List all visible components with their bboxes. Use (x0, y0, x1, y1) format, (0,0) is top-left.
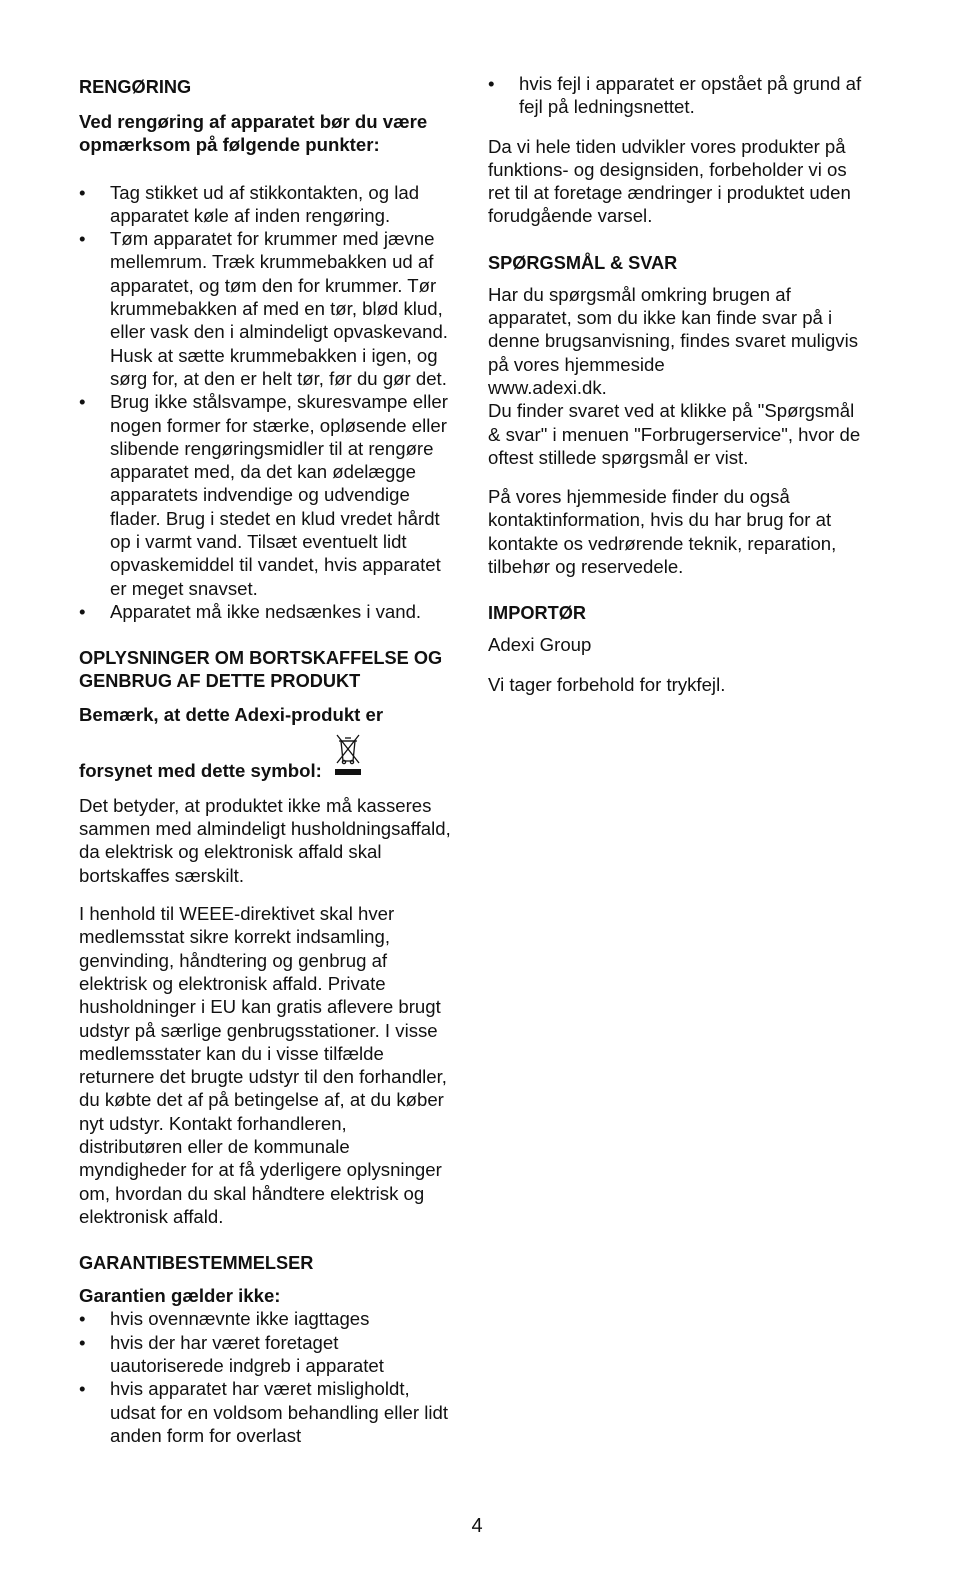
cleaning-list (79, 181, 455, 624)
warranty-continued-list (488, 72, 868, 119)
disposal-para2: I henhold til WEEE-direktivet skal hver medlemsstat sikre korrekt indsamling, genvinding, håndtering og genbrug af elektrisk og elektronisk affald. Private husholdninger i EU kan gratis aflevere brugt udstyr på særlige genbrugsstationer. I visse medlemsstater kan du i visse tilfælde returnere det brugte udstyr til den forhandler, du købte det af på betingelse af, at du køber nyt udstyr. Kontakt forhandleren, distributøren eller de kommunale myndigheder for at få yderligere oplysninger om, hvordan du skal håndtere elektrisk og elektronisk affald. (79, 903, 447, 1227)
list-item: • hvis fejl i apparatet er opstået på grund af fejl på ledningsnettet. (488, 72, 868, 119)
list-item: • Apparatet må ikke nedsænkes i vand. (79, 600, 455, 623)
warranty-section (79, 1252, 455, 1447)
disposal-heading: OPLYSNINGER OM BORTSKAFFELSE OG GENBRUG AF DETTE PRODUKT (79, 648, 443, 692)
faq-para1-line1: Har du spørgsmål omkring brugen af apparatet, som du ikke kan finde svar på i denne brugsanvisning, findes svaret muligvis på vores hjemmeside (488, 283, 859, 375)
faq-url: www.adexi.dk. (488, 376, 607, 398)
importer-section (488, 602, 868, 696)
list-item: • hvis ovennævnte ikke iagttages (79, 1307, 455, 1330)
disposal-note-line2: forsynet med dette symbol: (79, 759, 322, 781)
right-column (488, 72, 868, 696)
faq-heading: SPØRGSMÅL & SVAR (488, 252, 678, 273)
importer-heading: IMPORTØR (488, 603, 587, 624)
disposal-section (79, 647, 455, 1228)
list-item: • Tag stikket ud af stikkontakten, og lad apparatet køle af inden rengøring. (79, 181, 455, 228)
list-item: • hvis apparatet har været misligholdt, udsat for en voldsom behandling eller lidt anden form for overlast (79, 1377, 455, 1447)
list-item: • Brug ikke stålsvampe, skuresvampe eller nogen former for stærke, opløsende eller slibende rengøringsmidler til at rengøre apparatet med, da det kan ødelægge apparatets indvendige og udvendige flader. Brug i stedet en klud vredet hårdt op i varmt vand. Tilsæt eventuelt lidt opvaskemiddel til vandet, hvis apparatet er meget snavset. (79, 390, 455, 600)
importer-name: Adexi Group (488, 634, 592, 656)
faq-section (488, 252, 868, 579)
cleaning-intro: Ved rengøring af apparatet bør du være opmærksom på følgende punkter: (79, 111, 428, 156)
list-item: • Tøm apparatet for krummer med jævne mellemrum. Træk krummebakken ud af apparatet, og tøm den for krummer. Tør krummebakken af med en tør, blød klud, eller vask den i almindeligt opvaskevand. Husk at sætte krummebakken i igen, og sørg for, at den er helt tør, før du gør det. (79, 227, 455, 390)
importer-disclaimer: Vi tager forbehold for trykfejl. (488, 673, 726, 695)
page-number: 4 (471, 1515, 483, 1537)
cleaning-section (79, 76, 455, 623)
warranty-list (79, 1307, 455, 1447)
disposal-para1: Det betyder, at produktet ikke må kasseres sammen med almindeligt husholdningsaffald, da elektrisk og elektronisk affald skal bortskaffes særskilt. (79, 794, 451, 886)
list-item: • hvis der har været foretaget uautoriserede indgreb i apparatet (79, 1331, 455, 1378)
weee-crossed-bin-icon (333, 731, 363, 782)
faq-para2: På vores hjemmeside finder du også kontaktinformation, hvis du har brug for at kontakte os vedrørende teknik, reparation, tilbehør og reservedele. (488, 486, 837, 578)
disposal-note-line1: Bemærk, at dette Adexi-produkt er (79, 704, 384, 726)
left-column (79, 72, 455, 1447)
warranty-heading: GARANTIBESTEMMELSER (79, 1253, 314, 1274)
product-changes-paragraph: Da vi hele tiden udvikler vores produkter på funktions- og designsiden, forbeholder vi os ret til at foretage ændringer i produktet uden forudgående varsel. (488, 135, 851, 227)
warranty-subheading: Garantien gælder ikke: (79, 1285, 281, 1307)
cleaning-heading: RENGØRING (79, 77, 192, 97)
disposal-note-symbol-line (79, 731, 455, 782)
faq-para1-line2: Du finder svaret ved at klikke på "Spørgsmål & svar" i menuen "Forbrugerservice", hvor de oftest stillede spørgsmål er vist. (488, 400, 861, 468)
